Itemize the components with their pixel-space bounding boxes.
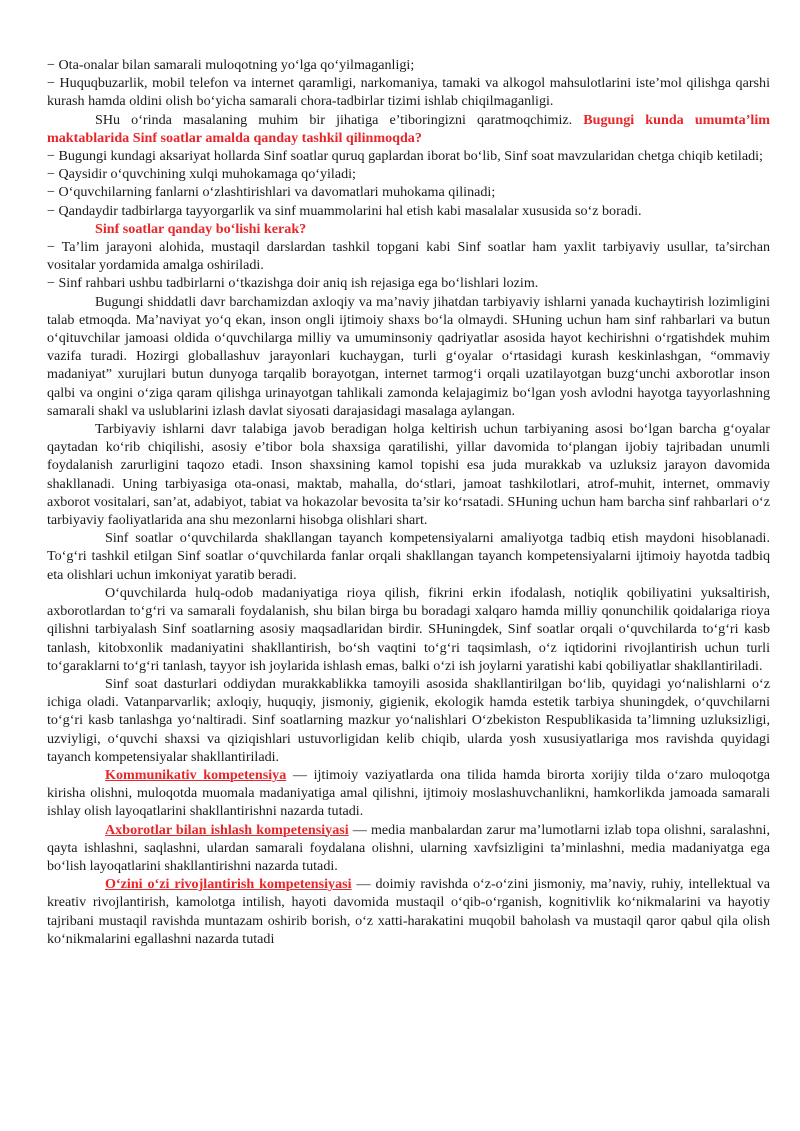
text: Bugungi shiddatli davr barchamizdan axloqiy va ma’naviy jihatdan tarbiyaviy ishlarni yanada kuchaytirish lozimligini talab etmoqda. Ma’naviyat yo‘q ekan, inson ongli ijtimoiy shaxs bo‘la olmaydi. SHuning uchun ham sinf rahbarlari va butun o‘qituvchilar jamoasi oldida o‘quvchilarga milliy va umuminsoniy qadriyatlar asosida hayot kechirishni o‘rgatishdek muhim vazifa turadi. Hozirgi globallashuv jarayonlari kuchaygan, turli g‘oyalar o‘rtasidagi kurash keskinlashgan, “ommaviy madaniyat” xurujlari butun dunyoga tarqalib borayotgan, internet tarmog‘i orqali uzatilayotgan buzg‘unchi axborotlar inson qalbi va ongini o‘ziga qaram qilishga urinayotgan tahlikali zamonda kelajagimiz bo‘lgan yosh avlodni hayotga tayyorlashning samarali shakl va uslublarini izlash davlat siyosati darajasidagi masalaga aylangan. [47,293,770,419]
paragraph-self-development [47,875,770,948]
term-communicative-competence: Kommunikativ kompetensiya [105,766,287,783]
text: Sinf soat dasturlari oddiydan murakkablikka tamoyili asosida shakllantirilgan bo‘lib, quyidagi yo‘nalishlarni o‘z ichiga oladi. Vatanparvarlik; axloqiy, huquqiy, jismoniy, gigienik, ekologik hamda estetik tarbiya shuningdek, o‘quvchilarni to‘g‘ri kasb tanlashga yo‘naltiradi. Sinf soatlarning mazkur yo‘nalishlari O‘zbekiston Respublikasida ta’limning uzluksizligi, uzviyligi, o‘quvchi shaxsi va qiziqishlari ustuvorligidan kelib chiqib, ularda yosh xususiyatlariga mos ravishda quyidagi tayanch kompetensiyalar shakllantiriladi. [47,675,770,765]
term-information-competence: Axborotlar bilan ishlash kompetensiyasi [105,821,349,838]
list-item-parent-communication [47,56,770,74]
paragraph-attention [47,111,770,147]
list-item-education-process [47,238,770,274]
heading-text: Sinf soatlar qanday bo‘lishi kerak? [95,220,307,237]
heading-question-today: Bugungi kunda umumta’lim maktablarida Sinf soatlar amalda qanday tashkil qilinmoqda? [47,111,770,146]
list-item-behavior [47,165,770,183]
list-item-empty-talk [47,147,770,165]
text: − Bugungi kundagi aksariyat hollarda Sinf soatlar quruq gaplardan iborat bo‘lib, Sinf soat mavzularidan chetga chiqib ketiladi; [47,148,763,165]
text: − Ota-onalar bilan samarali muloqotning yo‘lga qo‘yilmaganligi; [47,57,415,73]
text: — media manbalardan zarur ma’lumotlarni izlab topa olishni, saralashni, qayta ishlashni, saqlashni, ulardan samarali foydalana olishni, ularning xavfsizligini ta’minlashni, media madaniyatga ega bo‘lish layoqatlarini shakllantirishni nazarda tutadi. [47,821,770,874]
text: Sinf soatlar o‘quvchilarda shakllangan tayanch kompetensiyalarni amaliyotga tadbiq etish maydoni hisoblanadi. To‘g‘ri tashkil etilgan Sinf soatlar o‘quvchilarda fanlar orqali shakllangan tayanch kompetensiyalarni ijtimoiy hayotda tadbiq eta olishlari uchun imkoniyat yaratib beradi. [47,530,770,583]
list-item-delinquency-prevention [47,74,770,110]
text: Tarbiyaviy ishlarni davr talabiga javob beradigan holga keltirish uchun tarbiyaning asosi bo‘lgan barcha g‘oyalar qaytadan ko‘rib chiqilishi, asosiy e’tibor bola shaxsiga qaratilishi, yillar davomida to‘plangan ijobiy tajribadan unumli foydalanish zarurligini taqozo etadi. Inson shaxsining kamol topishi esa juda murakkab va uzluksiz jarayon davomida shakllanadi. Uning tarbiyasiga ota-onasi, maktab, mahalla, do‘stlari, jamoat tashkilotlari, atrof-muhit, internet, ommaviy axborot vositalari, san’at, adabiyot, tabiat va hokazolar bevosita ta’sir ko‘rsatadi. SHuning uchun ham barcha sinf rahbarlari o‘z tarbiyaviy faoliyatlarida ana shu mezonlarni hisobga olishlari shart. [47,421,770,529]
text: − Ta’lim jarayoni alohida, mustaqil darslardan tashkil topgani kabi Sinf soatlar ham yaxlit tarbiyaviy usullar, ta’sirchan vositalar yordamida amalga oshiriladi. [47,239,770,274]
paragraph-competencies-field [47,529,770,584]
list-item-attendance [47,183,770,201]
heading-how-should-be [47,220,770,238]
paragraph-programs [47,675,770,766]
text: O‘quvchilarda hulq-odob madaniyatiga rioya qilish, fikrini erkin ifodalash, notiqlik qobiliyatini yuksaltirish, axborotlardan to‘g‘ri va samarali foydalanish, shu bilan birga bu boradagi xalqaro hamda milliy qonunchilik qoidalariga rioya qilishni tarbiyalash Sinf soatlarning asosiy maqsadlaridan birdir. SHuningdek, Sinf soatlar orqali o‘quvchilarda to‘g‘ri kasb tanlash, kitobxonlik madaniyatini shakllantirish, bo‘sh vaqtini to‘g‘ri taqsimlash, o‘z iqtidorini rivojlantirish uchun turli to‘garaklarni to‘g‘ri tanlash, tayyor ish joylarida ishlash emas, balki o‘zi ish joylarni yaratishi kabi qobiliyatlar shakllantiriladi. [47,584,770,674]
paragraph-spirituality [47,293,770,420]
text: − O‘quvchilarning fanlarni o‘zlashtirishlari va davomatlari muhokama qilinadi; [47,184,496,201]
text: SHu o‘rinda masalaning muhim bir jihatiga e’tiboringizni qaratmoqchimiz. [95,111,584,128]
text: — ijtimoiy vaziyatlarda ona tilida hamda birorta xorijiy tilda o‘zaro muloqotga kirisha olishni, muloqotda muomala madaniyatiga amal qilishni, ijtimoiy moslashuvchanlikni, hamkorlikda jamoada samarali ishlay olish layoqatlarini shakllantirishni nazarda tutadi. [47,766,770,820]
paragraph-communicative [47,766,770,821]
text: − Huquqbuzarlik, mobil telefon va internet qaramligi, narkomaniya, tamaki va alkogol mahsulotlarini iste’mol qilishga qarshi kurash hamda oldini olish bo‘yicha samarali chora-tadbirlar tizimi ishlab chiqilmaganligi. [47,75,770,110]
paragraph-information [47,821,770,876]
paragraph-goals [47,584,770,675]
text: − Qandaydir tadbirlarga tayyorgarlik va sinf muammolarini hal etish kabi masalalar xususida so‘z boradi. [47,202,642,219]
term-self-development-competence: O‘zini o‘zi rivojlantirish kompetensiyasi [105,876,352,893]
list-item-events [47,202,770,220]
text: − Qaysidir o‘quvchining xulqi muhokamaga qo‘yiladi; [47,166,356,183]
text: — doimiy ravishda o‘z-o‘zini jismoniy, ma’naviy, ruhiy, intellektual va kreativ rivojlantirish, kamolotga intilish, hayoti davomida mustaqil o‘qib-o‘rganish, kognitivlik ko‘nikmalarini va hayotiy tajribani mustaqil ravishda muntazam oshirib borish, o‘z xatti-harakatini muqobil baholash va mustaqil qaror qabul qila olish ko‘nikmalarini egallashni nazarda tutadi [47,876,770,947]
paragraph-upbringing [47,420,770,529]
text: − Sinf rahbari ushbu tadbirlarni o‘tkazishga doir aniq ish rejasiga ega bo‘lishlari lozim. [47,275,539,292]
list-item-work-plan [47,274,770,292]
